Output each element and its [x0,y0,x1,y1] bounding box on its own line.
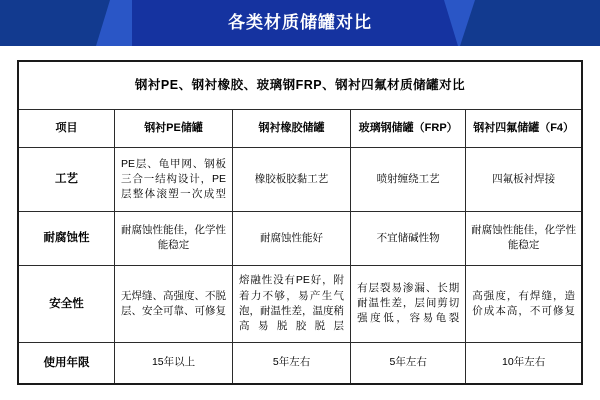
cell-craft-steel-pe: PE层、龟甲网、钢板三合一结构设计，PE层整体滚塑一次成型 [115,148,233,211]
header-banner [0,0,600,46]
comparison-table [19,62,581,383]
column-header-item: 项目 [19,109,115,147]
cell-corrosion-frp: 不宜储碱性物 [351,211,466,265]
table-caption: 钢衬PE、钢衬橡胶、玻璃钢FRP、钢衬四氟材质储罐对比 [19,62,581,109]
table-header-row [19,109,581,147]
cell-safety-steel-pe: 无焊缝、高强度、不脱层、安全可靠、可修复 [115,266,233,343]
cell-craft-frp: 喷射缠绕工艺 [351,148,466,211]
comparison-table-container [17,60,583,385]
cell-life-ptfe: 10年左右 [466,342,581,383]
table-caption-row [19,62,581,109]
cell-life-steel-rubber: 5年左右 [233,342,351,383]
row-label-safety: 安全性 [19,266,115,343]
column-header-ptfe: 钢衬四氟储罐（F4） [466,109,581,147]
cell-corrosion-steel-rubber: 耐腐蚀性能好 [233,211,351,265]
cell-craft-steel-rubber: 橡胶板胶黏工艺 [233,148,351,211]
cell-safety-ptfe: 高强度，有焊缝，造价成本高，不可修复 [466,266,581,343]
cell-corrosion-ptfe: 耐腐蚀性能佳，化学性能稳定 [466,211,581,265]
cell-safety-steel-rubber: 熔融性没有PE好，附着力不够，易产生气泡，耐温性差，温度稍高易脱胶脱层 [233,266,351,343]
row-label-corrosion: 耐腐蚀性 [19,211,115,265]
cell-safety-frp: 有层裂易渗漏、长期耐温性差，层间剪切强度低，容易龟裂 [351,266,466,343]
cell-life-steel-pe: 15年以上 [115,342,233,383]
page-title: 各类材质储罐对比 [228,13,372,32]
column-header-steel-rubber: 钢衬橡胶储罐 [233,109,351,147]
table-row [19,211,581,265]
row-label-service-life: 使用年限 [19,342,115,383]
column-header-frp: 玻璃钢储罐（FRP） [351,109,466,147]
row-label-craft: 工艺 [19,148,115,211]
cell-craft-ptfe: 四氟板衬焊接 [466,148,581,211]
table-row [19,148,581,211]
table-row [19,342,581,383]
cell-corrosion-steel-pe: 耐腐蚀性能佳，化学性能稳定 [115,211,233,265]
cell-life-frp: 5年左右 [351,342,466,383]
column-header-steel-pe: 钢衬PE储罐 [115,109,233,147]
table-row [19,266,581,343]
